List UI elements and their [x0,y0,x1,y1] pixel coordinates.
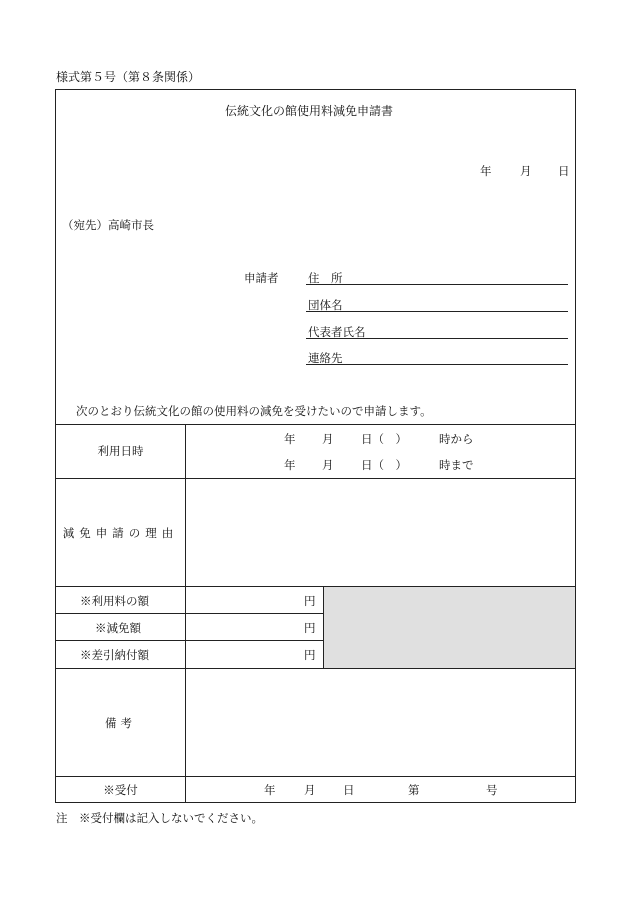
address-field[interactable] [306,284,568,285]
to-year: 年 [284,458,296,472]
receipt-month: 月 [304,783,316,797]
net-yen: 円 [304,648,316,662]
applicant-label: 申請者 [244,271,279,285]
org-field[interactable] [306,311,568,312]
to-day: 日（ ） [361,458,407,472]
date-month: 月 [520,164,532,178]
remarks-label: 備考 [105,716,136,730]
footnote: 注 ※受付欄は記入しないでください。 [56,811,263,825]
receipt-go: 号 [486,783,498,797]
receipt-day: 日 [343,783,355,797]
fee-label: ※利用料の額 [80,594,149,608]
rep-label: 代表者氏名 [308,325,366,339]
address-label: 住 所 [308,271,343,285]
date-year: 年 [480,164,492,178]
form-number: 様式第５号（第８条関係） [56,70,201,84]
date-day: 日 [558,164,570,178]
table-top-line [55,424,576,425]
exemption-yen: 円 [304,621,316,635]
remarks-field[interactable] [186,669,575,776]
from-day: 日（ ） [361,432,407,446]
to-time: 時まで [439,458,474,472]
addressee: （宛先）高崎市長 [62,218,154,232]
from-year: 年 [284,432,296,446]
form-title: 伝統文化の館使用料減免申請書 [225,104,394,118]
contact-label: 連絡先 [308,351,343,365]
from-month: 月 [322,432,334,446]
row-line-4 [55,640,323,641]
reason-field[interactable] [186,479,575,586]
from-time: 時から [439,432,474,446]
exemption-label: ※減免額 [95,621,141,635]
reason-label: 減免申請の理由 [62,526,179,540]
row-line-3 [55,613,323,614]
net-label: ※差引納付額 [80,648,149,662]
contact-field[interactable] [306,364,568,365]
rep-field[interactable] [306,338,568,339]
receipt-dai: 第 [408,783,420,797]
row-line-6 [55,776,576,777]
receipt-year: 年 [264,783,276,797]
to-month: 月 [322,458,334,472]
fee-yen: 円 [304,594,316,608]
shaded-area [323,587,575,668]
receipt-label: ※受付 [103,783,138,797]
statement: 次のとおり伝統文化の館の使用料の減免を受けたいので申請します。 [76,404,432,418]
usage-datetime-label: 利用日時 [97,444,144,458]
org-label: 団体名 [308,298,343,312]
